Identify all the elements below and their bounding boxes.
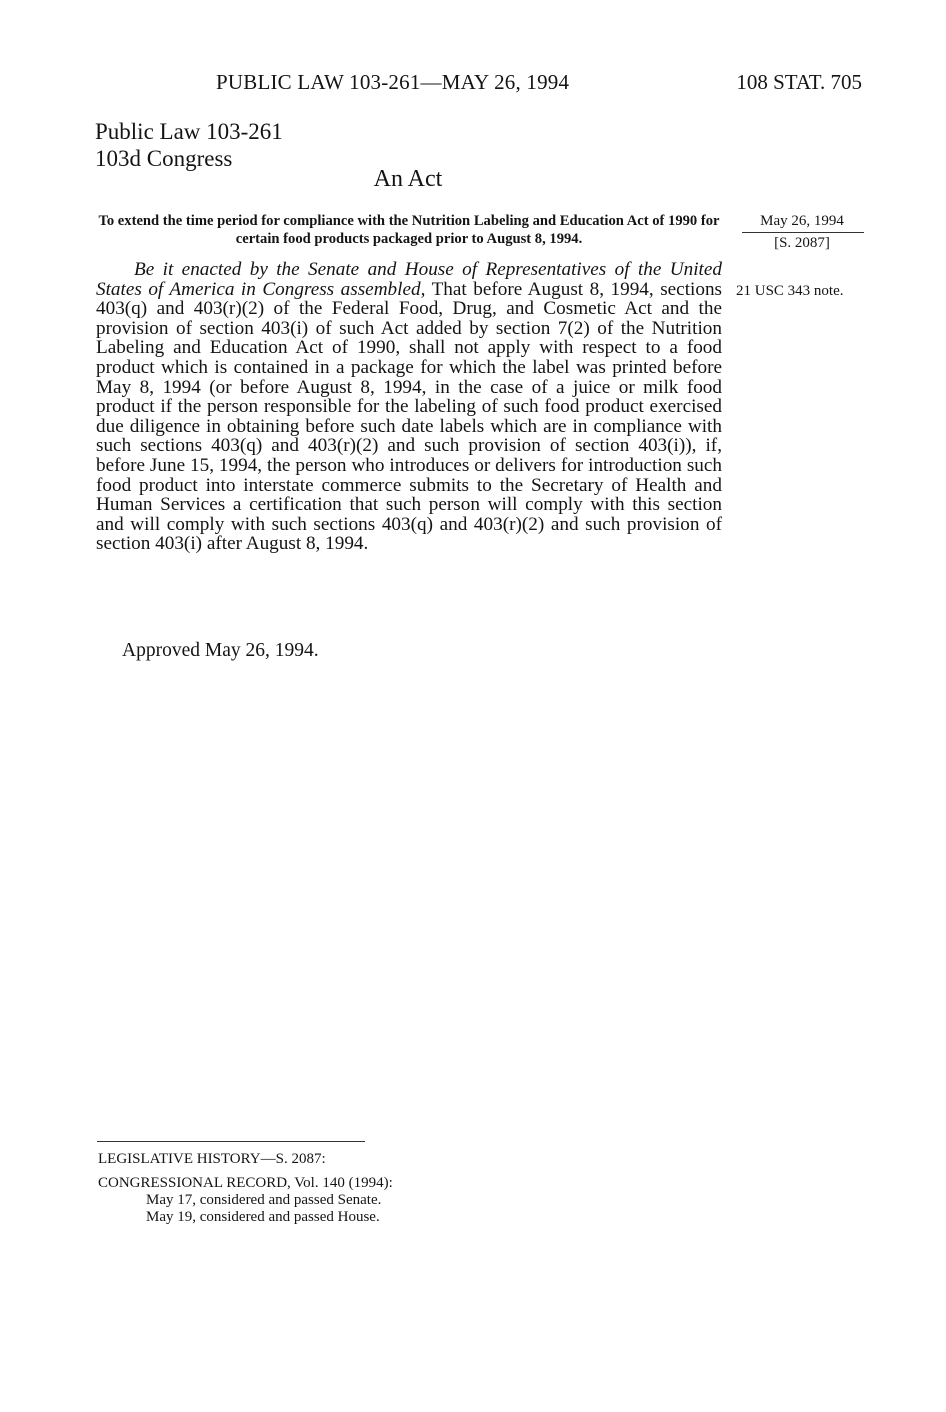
legislative-history-heading: LEGISLATIVE HISTORY—S. 2087:	[98, 1151, 326, 1167]
approval-line: Approved May 26, 1994.	[122, 640, 319, 661]
running-head: PUBLIC LAW 103-261—MAY 26, 1994	[216, 70, 570, 94]
margin-divider	[742, 232, 864, 233]
law-number: Public Law 103-261	[95, 119, 283, 144]
act-title: An Act	[373, 166, 443, 192]
legislative-actions	[146, 1192, 381, 1226]
congress-session: 103d Congress	[95, 146, 233, 171]
margin-bill-number: [S. 2087]	[774, 235, 830, 251]
act-body-text: That before August 8, 1994, sections 403(q) and 403(r)(2) of the Federal Food, Drug, and Cosmetic Act and the provision of section 403(i) of such Act added by section 7(2) of the Nutrition Labeling and Education Act of 1990, shall not apply with respect to a food product which is contained in a package for which the label was printed before May 8, 1994 (or before August 8, 1994, in the case of a juice or milk food product if the person responsible for the labeling of such food product exercised due diligence in obtaining before such date labels which are in compliance with such sections 403(q) and 403(r)(2) and such provision of section 403(i)), if, before June 15, 1994, the person who introduces or delivers for introduction such food product into interstate commerce submits to the Secretary of Health and Human Services a certification that such person will comply with this section and will comply with such sections 403(q) and 403(r)(2) and such provision of section 403(i) after August 8, 1994.	[96, 278, 723, 555]
act-purpose: To extend the time period for compliance with the Nutrition Labeling and Education Act of 1990 for certain food products packaged prior to August 8, 1994.	[98, 213, 720, 247]
margin-usc-citation: 21 USC 343 note.	[736, 283, 844, 299]
enacting-clause: Be it enacted by the Senate and House of Representatives of the United States of America in Congress assembled,	[96, 259, 722, 300]
footnote-divider	[97, 1141, 365, 1142]
legislative-action-item: May 17, considered and passed Senate.	[146, 1192, 382, 1208]
act-body	[96, 260, 722, 554]
congressional-record-citation: CONGRESSIONAL RECORD, Vol. 140 (1994):	[98, 1175, 393, 1191]
statute-page-reference: 108 STAT. 705	[736, 70, 862, 94]
legislative-action-item: May 19, considered and passed House.	[146, 1209, 380, 1225]
margin-date: May 26, 1994	[760, 213, 844, 229]
